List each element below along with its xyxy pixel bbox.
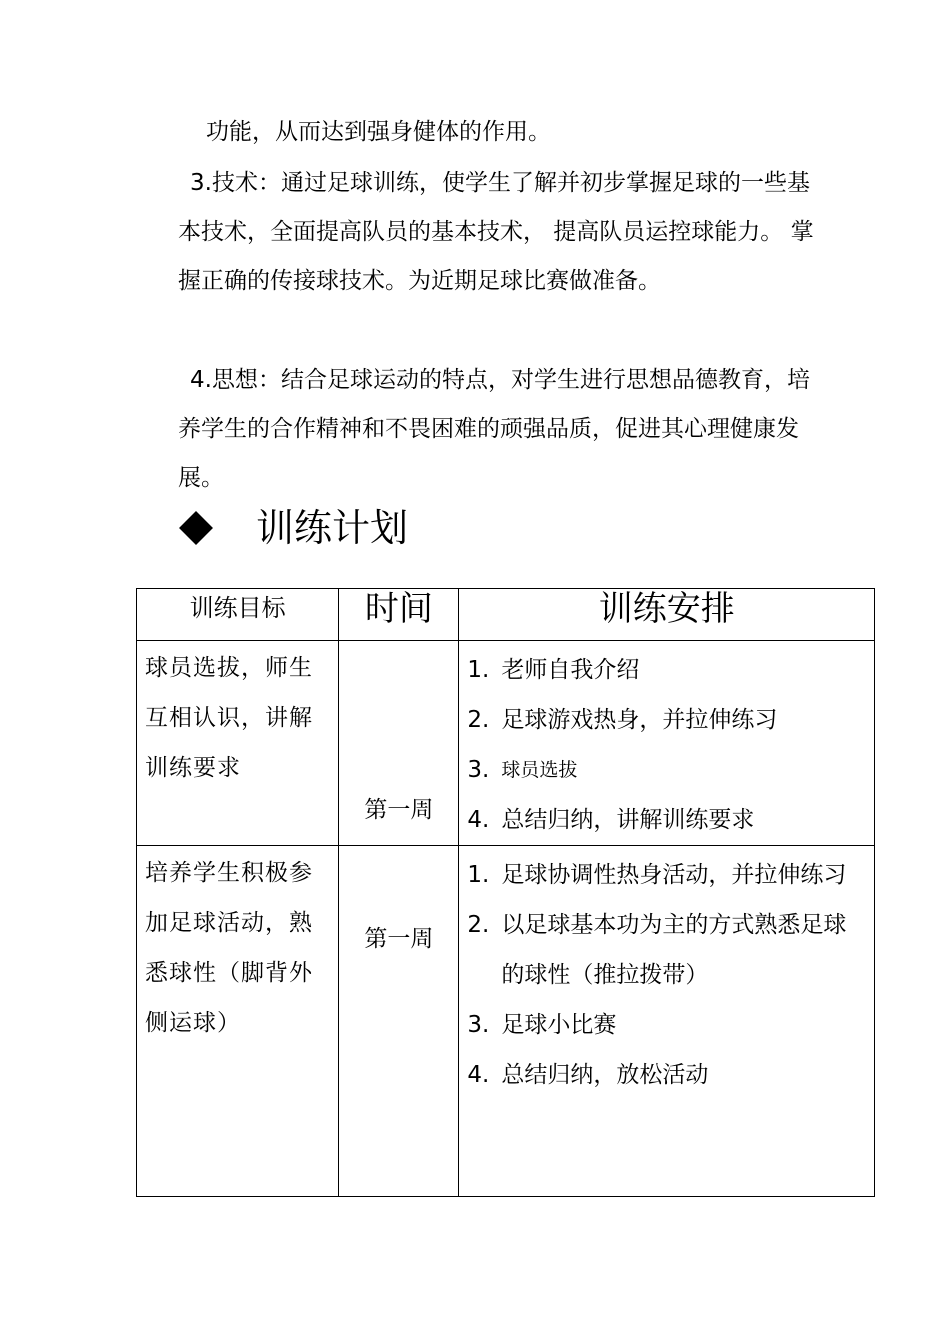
- plan-cell: [459, 846, 875, 1197]
- list-item: [467, 645, 868, 695]
- diamond-bullet-icon: [179, 511, 213, 545]
- plan-list: [459, 846, 874, 1100]
- header-goal: 训练目标: [137, 589, 339, 641]
- item-text: 老师自我介绍: [501, 657, 640, 683]
- item-number: 3.: [467, 1012, 490, 1038]
- list-item: [467, 695, 868, 745]
- time-cell: [339, 641, 459, 846]
- item-text: 足球游戏热身，并拉伸练习: [501, 707, 778, 733]
- intro-line-continued: 功能，从而达到强身健体的作用。: [206, 119, 551, 145]
- list-item: [467, 850, 868, 900]
- item-text: 球员选拔: [501, 759, 578, 781]
- list-item: [467, 745, 868, 795]
- item-number: 3.: [467, 757, 490, 783]
- item-text: 以足球基本功为主的方式熟悉足球的球性（推拉拨带）: [501, 912, 847, 988]
- plan-list: [459, 641, 874, 845]
- plan-cell: [459, 641, 875, 846]
- time-text: 第一周: [364, 926, 434, 952]
- table-row: [137, 641, 875, 846]
- item-number: 2.: [467, 707, 490, 733]
- list-item: [467, 795, 868, 845]
- item-text: 足球小比赛: [501, 1012, 617, 1038]
- section-heading: [180, 500, 408, 556]
- time-cell: [339, 846, 459, 1197]
- item-number: 4.: [467, 807, 490, 833]
- item-text: 总结归纳，讲解训练要求: [501, 807, 755, 833]
- table-row: [137, 846, 875, 1197]
- goal-cell: 球员选拔，师生互相认识，讲解训练要求: [137, 641, 339, 846]
- header-time: 时间: [339, 589, 459, 641]
- item-number: 2.: [467, 912, 490, 938]
- item-text: 总结归纳，放松活动: [501, 1062, 709, 1088]
- item-number: 1.: [467, 657, 490, 683]
- item-number: 4.: [467, 1062, 490, 1088]
- training-plan-table: [136, 588, 875, 1197]
- list-item: [467, 1050, 868, 1100]
- header-plan: 训练安排: [459, 589, 875, 641]
- thought-paragraph: 4.思想：结合足球运动的特点，对学生进行思想品德教育，培养学生的合作精神和不畏困难的顽强品质，促进其心理健康发展。: [178, 367, 810, 491]
- item-number: 1.: [467, 862, 490, 888]
- item-text: 足球协调性热身活动，并拉伸练习: [501, 862, 847, 888]
- section-title: 训练计划: [256, 506, 409, 550]
- list-item: [467, 900, 868, 1000]
- time-text: 第一周: [364, 797, 434, 823]
- goal-cell: 培养学生积极参加足球活动，熟悉球性（脚背外侧运球）: [137, 846, 339, 1197]
- list-item: [467, 1000, 868, 1050]
- tech-paragraph: 3.技术：通过足球训练，使学生了解并初步掌握足球的一些基本技术，全面提高队员的基本技术， 提高队员运控球能力。 掌握正确的传接球技术。为近期足球比赛做准备。: [178, 170, 814, 294]
- table-header-row: [137, 589, 875, 641]
